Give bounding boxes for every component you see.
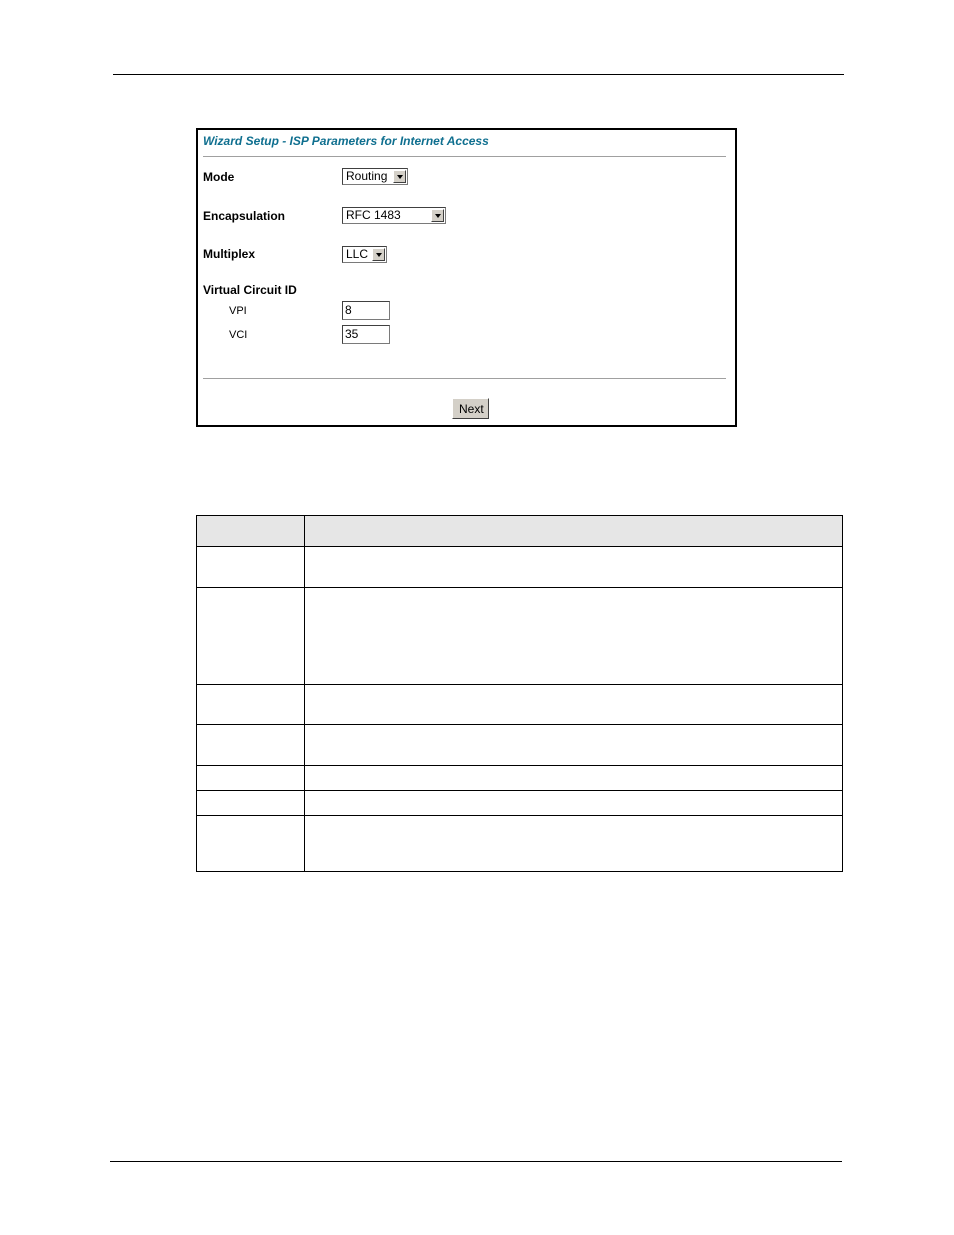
chevron-down-icon[interactable]: [431, 209, 444, 222]
vci-label: VCI: [229, 329, 248, 341]
chevron-down-icon[interactable]: [393, 170, 406, 183]
vpi-input[interactable]: 8: [342, 301, 390, 320]
footer-separator: [203, 378, 726, 380]
mode-select[interactable]: [342, 168, 408, 185]
table-header-cell: [305, 516, 843, 547]
multiplex-select[interactable]: [342, 246, 387, 263]
encapsulation-value: RFC 1483: [346, 208, 401, 222]
table-header-row: [197, 516, 843, 547]
mode-value: Routing: [346, 169, 388, 183]
chevron-down-icon[interactable]: [372, 248, 385, 261]
mode-label: Mode: [203, 170, 235, 184]
wizard-panel: [196, 128, 737, 427]
multiplex-label: Multiplex: [203, 247, 256, 261]
wizard-title: Wizard Setup - ISP Parameters for Internet Access: [203, 134, 489, 148]
table-row: [197, 791, 843, 816]
title-separator: [203, 156, 726, 158]
encapsulation-select[interactable]: [342, 207, 446, 224]
field-description-table: [196, 515, 843, 872]
table-row: [197, 816, 843, 872]
vci-input[interactable]: 35: [342, 325, 390, 344]
header-rule: [113, 74, 844, 75]
footer-rule: [110, 1161, 842, 1162]
vpi-label: VPI: [229, 305, 247, 317]
table-row: [197, 588, 843, 685]
table-row: [197, 725, 843, 766]
table-row: [197, 547, 843, 588]
multiplex-value: LLC: [346, 247, 369, 261]
next-button[interactable]: Next: [452, 398, 489, 419]
table-row: [197, 685, 843, 725]
table-header-cell: [197, 516, 305, 547]
encapsulation-label: Encapsulation: [203, 209, 286, 223]
virtual-circuit-label: Virtual Circuit ID: [203, 283, 297, 297]
table-row: [197, 766, 843, 791]
